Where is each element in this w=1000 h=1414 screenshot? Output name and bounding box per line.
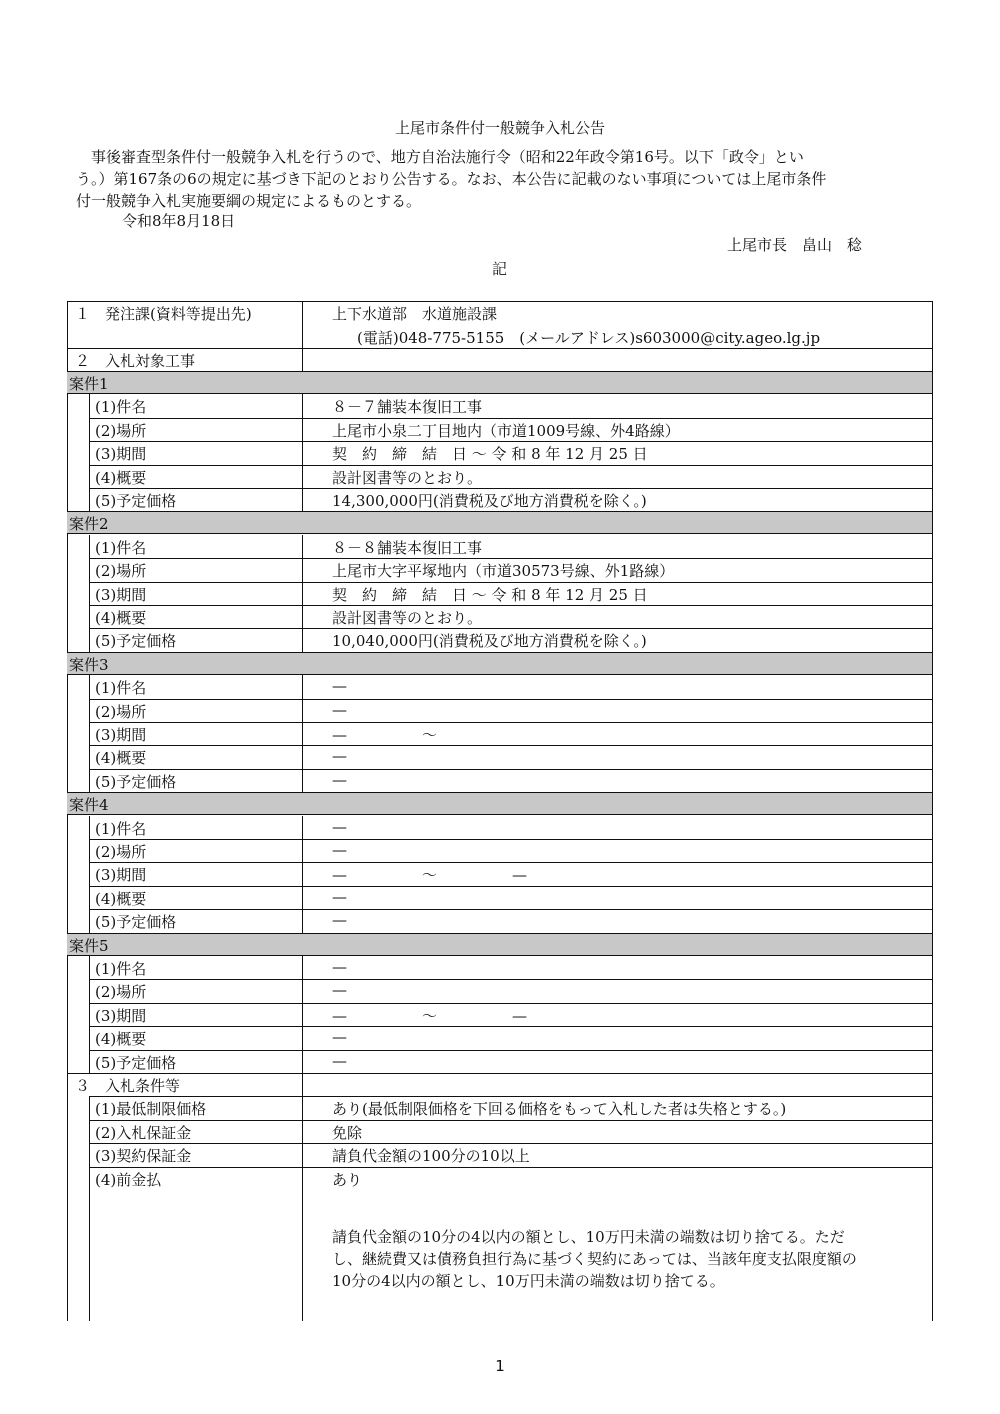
case-header: 案件5 bbox=[69, 936, 109, 955]
intro-line: 付一般競争入札実施要綱の規定によるものとする。 bbox=[76, 192, 422, 210]
rule bbox=[89, 1026, 932, 1027]
rule bbox=[89, 441, 932, 442]
intro-line: 事後審査型条件付一般競争入札を行うので、地方自治法施行令（昭和22年政令第16号。以下「政令」とい bbox=[76, 148, 804, 166]
case-header: 案件4 bbox=[69, 796, 109, 815]
signer: 上尾市長 畠山 稔 bbox=[727, 236, 863, 254]
case-place: — bbox=[332, 981, 347, 1000]
case-summary: — bbox=[332, 1028, 347, 1047]
item-label: (2)場所 bbox=[95, 983, 147, 1002]
rule bbox=[89, 465, 932, 466]
item-label: (1)件名 bbox=[95, 398, 147, 417]
rule bbox=[89, 1120, 932, 1121]
rule bbox=[302, 1073, 303, 1096]
rule bbox=[89, 839, 932, 840]
condition-value: あり(最低制限価格を下回る価格をもって入札した者は失格とする。) bbox=[332, 1100, 787, 1119]
condition-value: 請負代金額の100分の10以上 bbox=[332, 1147, 530, 1166]
case-price: — bbox=[332, 911, 347, 930]
item-label: (3)期間 bbox=[95, 585, 147, 604]
case-period: 契 約 締 結 日 ～ 令 和 8 年 12 月 25 日 bbox=[332, 585, 648, 604]
item-label: (5)予定価格 bbox=[95, 632, 177, 651]
rule bbox=[89, 394, 90, 511]
case-place: 上尾市大字平塚地内（市道30573号線、外1路線） bbox=[332, 562, 675, 581]
rule bbox=[89, 745, 932, 746]
case-period: 契 約 締 結 日 ～ 令 和 8 年 12 月 25 日 bbox=[332, 445, 648, 464]
rule bbox=[89, 558, 932, 559]
advance-payment-note: 請負代金額の10分の4以内の額とし、10万円未満の端数は切り捨てる。ただ bbox=[332, 1228, 845, 1246]
item-label: (3)期間 bbox=[95, 1006, 147, 1025]
case-summary: — bbox=[332, 887, 347, 906]
case-header: 案件1 bbox=[69, 375, 109, 393]
item-label: (3)期間 bbox=[95, 866, 147, 885]
condition-value: あり bbox=[332, 1170, 363, 1189]
rule bbox=[89, 1096, 932, 1097]
rule bbox=[302, 1096, 303, 1321]
case-header-band bbox=[67, 652, 932, 675]
rule bbox=[67, 348, 932, 349]
section-3-label: ３ 入札条件等 bbox=[75, 1077, 181, 1095]
rule bbox=[302, 816, 303, 933]
rule bbox=[89, 582, 932, 583]
section-1-contact: (電話)048-775-5155 (メールアドレス)s603000@city.ageo.lg.jp bbox=[357, 329, 821, 347]
rule bbox=[89, 1003, 932, 1004]
case-price: — bbox=[332, 770, 347, 789]
rule bbox=[89, 909, 932, 910]
case-name: ８－８舗装本復旧工事 bbox=[332, 538, 483, 557]
item-label: (2)場所 bbox=[95, 702, 147, 721]
rule bbox=[89, 886, 932, 887]
rule bbox=[89, 862, 932, 863]
item-label: (4)概要 bbox=[95, 889, 147, 908]
rule bbox=[89, 605, 932, 606]
ki-mark: 記 bbox=[492, 260, 508, 278]
rule bbox=[302, 535, 303, 652]
item-label: (3)期間 bbox=[95, 726, 147, 744]
case-header-band bbox=[67, 792, 932, 815]
item-label: (4)概要 bbox=[95, 468, 147, 487]
case-period: — ～ — bbox=[332, 1006, 528, 1025]
case-place: — bbox=[332, 841, 347, 859]
case-price: — bbox=[332, 1051, 347, 1070]
case-name: — bbox=[332, 958, 347, 976]
case-place: — bbox=[332, 700, 347, 719]
page-title: 上尾市条件付一般競争入札公告 bbox=[394, 119, 605, 137]
condition-label: (4)前金払 bbox=[95, 1170, 162, 1189]
condition-value: 免除 bbox=[332, 1123, 363, 1142]
section-2-label: ２ 入札対象工事 bbox=[75, 352, 196, 370]
item-label: (2)場所 bbox=[95, 843, 147, 861]
rule bbox=[89, 675, 90, 792]
case-price: 14,300,000円(消費税及び地方消費税を除く。) bbox=[332, 492, 647, 510]
case-name: — bbox=[332, 817, 347, 836]
section-1-label: １ 発注課(資料等提出先) bbox=[75, 305, 252, 323]
rule bbox=[89, 1143, 932, 1144]
item-label: (5)予定価格 bbox=[95, 492, 177, 510]
rule bbox=[302, 956, 303, 1073]
case-header-band bbox=[67, 511, 932, 534]
item-label: (5)予定価格 bbox=[95, 913, 177, 932]
rule bbox=[89, 418, 932, 419]
case-period: — ～ bbox=[332, 726, 438, 744]
rule bbox=[67, 301, 932, 302]
rule bbox=[89, 1050, 932, 1051]
condition-label: (1)最低制限価格 bbox=[95, 1100, 207, 1119]
item-label: (1)件名 bbox=[95, 819, 147, 838]
rule bbox=[89, 769, 932, 770]
condition-label: (2)入札保証金 bbox=[95, 1123, 192, 1142]
rule bbox=[302, 348, 303, 371]
rule bbox=[302, 675, 303, 792]
rule bbox=[89, 722, 932, 723]
case-summary: 設計図書等のとおり。 bbox=[332, 468, 483, 487]
rule bbox=[89, 628, 932, 629]
rule bbox=[89, 956, 90, 1073]
item-label: (5)予定価格 bbox=[95, 772, 177, 791]
rule bbox=[302, 301, 303, 348]
rule bbox=[89, 1096, 90, 1321]
item-label: (5)予定価格 bbox=[95, 1053, 177, 1072]
page-number: 1 bbox=[495, 1357, 505, 1375]
rule bbox=[67, 1073, 932, 1074]
advance-payment-note: し、継続費又は債務負担行為に基づく契約にあっては、当該年度支払限度額の bbox=[332, 1250, 857, 1268]
case-summary: — bbox=[332, 747, 347, 766]
case-header-band bbox=[67, 371, 932, 394]
intro-line: う。）第167条の6の規定に基づき下記のとおり公告する。なお、本公告に記載のない事項については上尾市条件 bbox=[76, 170, 827, 188]
case-header: 案件3 bbox=[69, 655, 109, 674]
rule bbox=[89, 699, 932, 700]
rule bbox=[89, 816, 90, 933]
item-label: (4)概要 bbox=[95, 1030, 147, 1049]
rule bbox=[932, 301, 933, 1321]
item-label: (2)場所 bbox=[95, 562, 147, 581]
case-period: — ～ — bbox=[332, 866, 528, 885]
item-label: (1)件名 bbox=[95, 960, 147, 978]
item-label: (3)期間 bbox=[95, 445, 147, 464]
case-header: 案件2 bbox=[69, 515, 109, 534]
rule bbox=[302, 394, 303, 511]
item-label: (2)場所 bbox=[95, 421, 147, 440]
advance-payment-note: 10分の4以内の額とし、10万円未満の端数は切り捨てる。 bbox=[332, 1272, 725, 1290]
case-summary: 設計図書等のとおり。 bbox=[332, 609, 483, 627]
item-label: (4)概要 bbox=[95, 609, 147, 627]
case-place: 上尾市小泉二丁目地内（市道1009号線、外4路線） bbox=[332, 421, 680, 440]
condition-label: (3)契約保証金 bbox=[95, 1147, 192, 1166]
section-1-dept: 上下水道部 水道施設課 bbox=[332, 305, 498, 323]
rule bbox=[89, 1167, 932, 1168]
rule bbox=[89, 979, 932, 980]
intro-paragraph bbox=[76, 146, 926, 212]
case-header-band bbox=[67, 933, 932, 956]
item-label: (1)件名 bbox=[95, 538, 147, 557]
rule bbox=[89, 488, 932, 489]
notice-date: 令和8年8月18日 bbox=[122, 212, 236, 230]
rule bbox=[89, 535, 90, 652]
item-label: (4)概要 bbox=[95, 749, 147, 768]
case-name: ８－７舗装本復旧工事 bbox=[332, 398, 483, 417]
case-price: 10,040,000円(消費税及び地方消費税を除く。) bbox=[332, 632, 647, 651]
item-label: (1)件名 bbox=[95, 679, 147, 698]
case-name: — bbox=[332, 677, 347, 696]
